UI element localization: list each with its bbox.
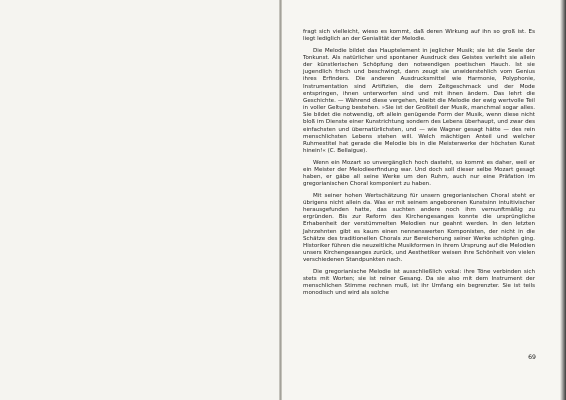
paragraph-4: Mit seiner hohen Wertschätzung für unsern gregorianischen Choral steht er übrigens nicht allein da. Was er mit seinem angeborenen Kunstsinn intuitivischer herausgefunden hatte, das suchten andere noch ihm vernunftmäßig zu ergründen. Bis zur Reform des Kirchengesanges konnte die ursprüngliche Erhabenheit der verstümmelten Melodien nur geahnt werden. In den letzten Jahrzehnten gibt es kaum einen nennenswerten Komponisten, der nicht in die Schätze des traditionellen Chorals zur Bereicherung seiner Werke schöpfen ging. Historiker führen die neuzeitliche Musikformen in ihrem Ursprung auf die Melodien unsers Kirchengesanges zurück, und Aesthetiker weisen ihre Schönheit von vielen verschiedenen Standpunkten nach. — [303, 192, 535, 264]
paragraph-2: Die Melodie bildet das Hauptelement in jeglicher Musik; sie ist die Seele der Tonkunst. Als natürlicher und spontaner Ausdruck des Geistes verleiht sie allein der künstlerischen Schöpfung den notwendigen poetischen Hauch. Ist sie jugendlich frisch und beschwingt, dann zeugt sie unwiderstehlich vom Genius ihres Erfinders. Die anderen Ausdrucksmittel wie Harmonie, Polyphonie, Instrumentation sind Artifizien, die dem Zeitgeschmack und der Mode entspringen, ihnen unterworfen sind und mit ihnen ändern. Das lehrt die Geschichte. — Während diese vergehen, bleibt die Melodie der ewig wertvolle Teil in voller Geltung bestehen. »Sie ist der Großteil der Musik, manchmal sogar alles. Sie bildet die notwendig, oft allein genügende Form der Musik, wenn diese nicht bloß im Dienste einer Kunstrichtung sondern des Lebens überhaupt, und zwar des einfachsten und übernatürlichsten, und — wie Wagner gesagt hätte — des rein menschlichsten Lebens stehen will. Welch mächtigen Anteil und welcher Ruhmestitel hat gerade die Melodie bis in die Meisterwerke der höchsten Kunst hinein!« (C. Bellaigue). — [303, 47, 535, 154]
page-number: 69 — [528, 354, 536, 361]
paragraph-5: Die gregorianische Melodie ist ausschließlich vokal: ihre Töne verbinden sich stets mit Worten; sie ist reiner Gesang. Da sie also mit dem Instrument der menschlichen Stimme rechnen muß, ist ihr Umfang ein begrenzter. Sie ist teils monodisch und wird als solche — [303, 268, 535, 297]
left-page-blank — [0, 0, 280, 400]
body-text — [303, 29, 535, 302]
paragraph-3: Wenn ein Mozart so unvergänglich hoch dasteht, so kommt es daher, weil er ein Meister der Melodieerfindung war. Und doch soll dieser selbe Mozart gesagt haben, er gäbe all seine Werke um den Ruhm, auch nur eine Präfation im gregorianischen Choral komponiert zu haben. — [303, 159, 535, 188]
page-edge-shadow — [560, 0, 566, 400]
paragraph-1: fragt sich vielleicht, wieso es kommt, daß deren Wirkung auf ihn so groß ist. Es liegt lediglich an der Genialität der Melodie. — [303, 29, 535, 43]
